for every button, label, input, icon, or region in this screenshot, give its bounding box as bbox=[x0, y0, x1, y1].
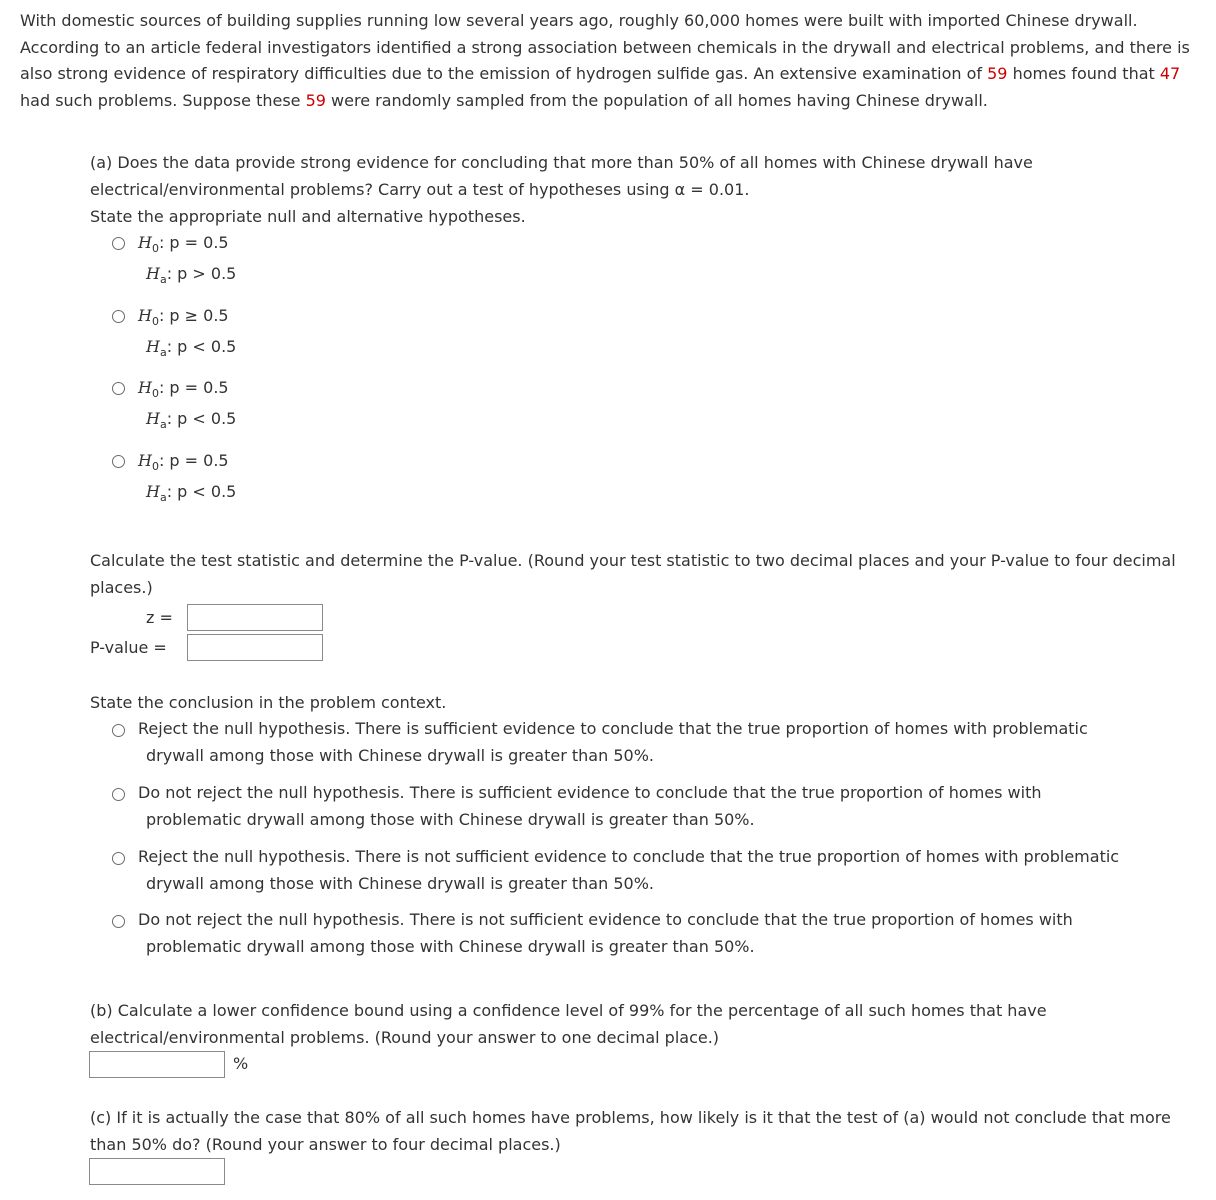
intro-text: had such problems. Suppose these bbox=[20, 90, 306, 110]
radio-button[interactable] bbox=[112, 852, 125, 865]
conclusion-instruction: State the conclusion in the problem context. bbox=[90, 693, 447, 712]
alternative-hypothesis: $H_a$: p < 0.5 bbox=[146, 409, 237, 431]
probability-input[interactable] bbox=[89, 1158, 225, 1185]
radio-button[interactable] bbox=[112, 455, 125, 468]
percent-unit: % bbox=[233, 1054, 249, 1073]
conclusion-text: Do not reject the null hypothesis. There is sufficient evidence to conclude that the true proportion of homes with bbox=[138, 783, 1042, 802]
null-hypothesis: $H_0$: p = 0.5 bbox=[138, 378, 229, 400]
null-hypothesis: $H_0$: p = 0.5 bbox=[138, 451, 229, 473]
intro-text: With domestic sources of building supplies running low several years ago, roughly 60,000 homes were built with imported Chinese drywall. According to an article federal investigators identified a strong association between chemicals in the drywall and electrical problems, and there is also strong evidence of respiratory difficulties due to the emission of hydrogen sulfide gas. An extensive examination of bbox=[20, 11, 1190, 84]
radio-button[interactable] bbox=[112, 724, 125, 737]
radio-button[interactable] bbox=[112, 788, 125, 801]
sample-size: 59 bbox=[987, 64, 1008, 84]
conclusion-text: Reject the null hypothesis. There is sufficient evidence to conclude that the true proportion of homes with problematic bbox=[138, 719, 1088, 738]
null-hypothesis: $H_0$: p = 0.5 bbox=[138, 233, 229, 255]
p-value-label: P-value = bbox=[90, 638, 167, 657]
alternative-hypothesis: $H_a$: p > 0.5 bbox=[146, 264, 237, 286]
conclusion-text: problematic drywall among those with Chinese drywall is greater than 50%. bbox=[146, 810, 755, 829]
part-c-question: (c) If it is actually the case that 80% of all such homes have problems, how likely is it that the test of (a) would not conclude that more than 50% do? (Round your answer to four decimal places.) bbox=[90, 1108, 1171, 1154]
sample-size: 59 bbox=[305, 90, 326, 110]
conclusion-text: Reject the null hypothesis. There is not sufficient evidence to conclude that the true proportion of homes with problematic bbox=[138, 847, 1120, 866]
hypotheses-instruction: State the appropriate null and alternative hypotheses. bbox=[90, 207, 526, 226]
calculation-instruction: Calculate the test statistic and determine the P-value. (Round your test statistic to two decimal places and your P-value to four decimal places.) bbox=[90, 551, 1176, 597]
part-a-question: (a) Does the data provide strong evidence for concluding that more than 50% of all homes with Chinese drywall have electrical/environmental problems? Carry out a test of hypotheses using α = 0.01. bbox=[90, 153, 1033, 199]
conclusion-text: problematic drywall among those with Chinese drywall is greater than 50%. bbox=[146, 937, 755, 956]
alternative-hypothesis: $H_a$: p < 0.5 bbox=[146, 482, 237, 504]
problem-count: 47 bbox=[1159, 64, 1181, 84]
intro-text: were randomly sampled from the population of all homes having Chinese drywall. bbox=[325, 90, 988, 110]
radio-button[interactable] bbox=[112, 382, 125, 395]
radio-button[interactable] bbox=[112, 237, 125, 250]
z-label: z = bbox=[146, 608, 173, 627]
p-value-input[interactable] bbox=[187, 634, 323, 661]
conclusion-text: Do not reject the null hypothesis. There is not sufficient evidence to conclude that the true proportion of homes with bbox=[138, 910, 1073, 929]
conclusion-text: drywall among those with Chinese drywall is greater than 50%. bbox=[146, 874, 654, 893]
radio-button[interactable] bbox=[112, 915, 125, 928]
problem-intro bbox=[20, 8, 1200, 114]
alternative-hypothesis: $H_a$: p < 0.5 bbox=[146, 337, 237, 359]
z-input[interactable] bbox=[187, 604, 323, 631]
lower-bound-input[interactable] bbox=[89, 1051, 225, 1078]
conclusion-text: drywall among those with Chinese drywall is greater than 50%. bbox=[146, 746, 654, 765]
part-b-question: (b) Calculate a lower confidence bound using a confidence level of 99% for the percentage of all such homes that have electrical/environmental problems. (Round your answer to one decimal place.) bbox=[90, 1001, 1047, 1047]
null-hypothesis: $H_0$: p ≥ 0.5 bbox=[138, 306, 229, 328]
radio-button[interactable] bbox=[112, 310, 125, 323]
intro-text: homes found that bbox=[1007, 64, 1160, 84]
